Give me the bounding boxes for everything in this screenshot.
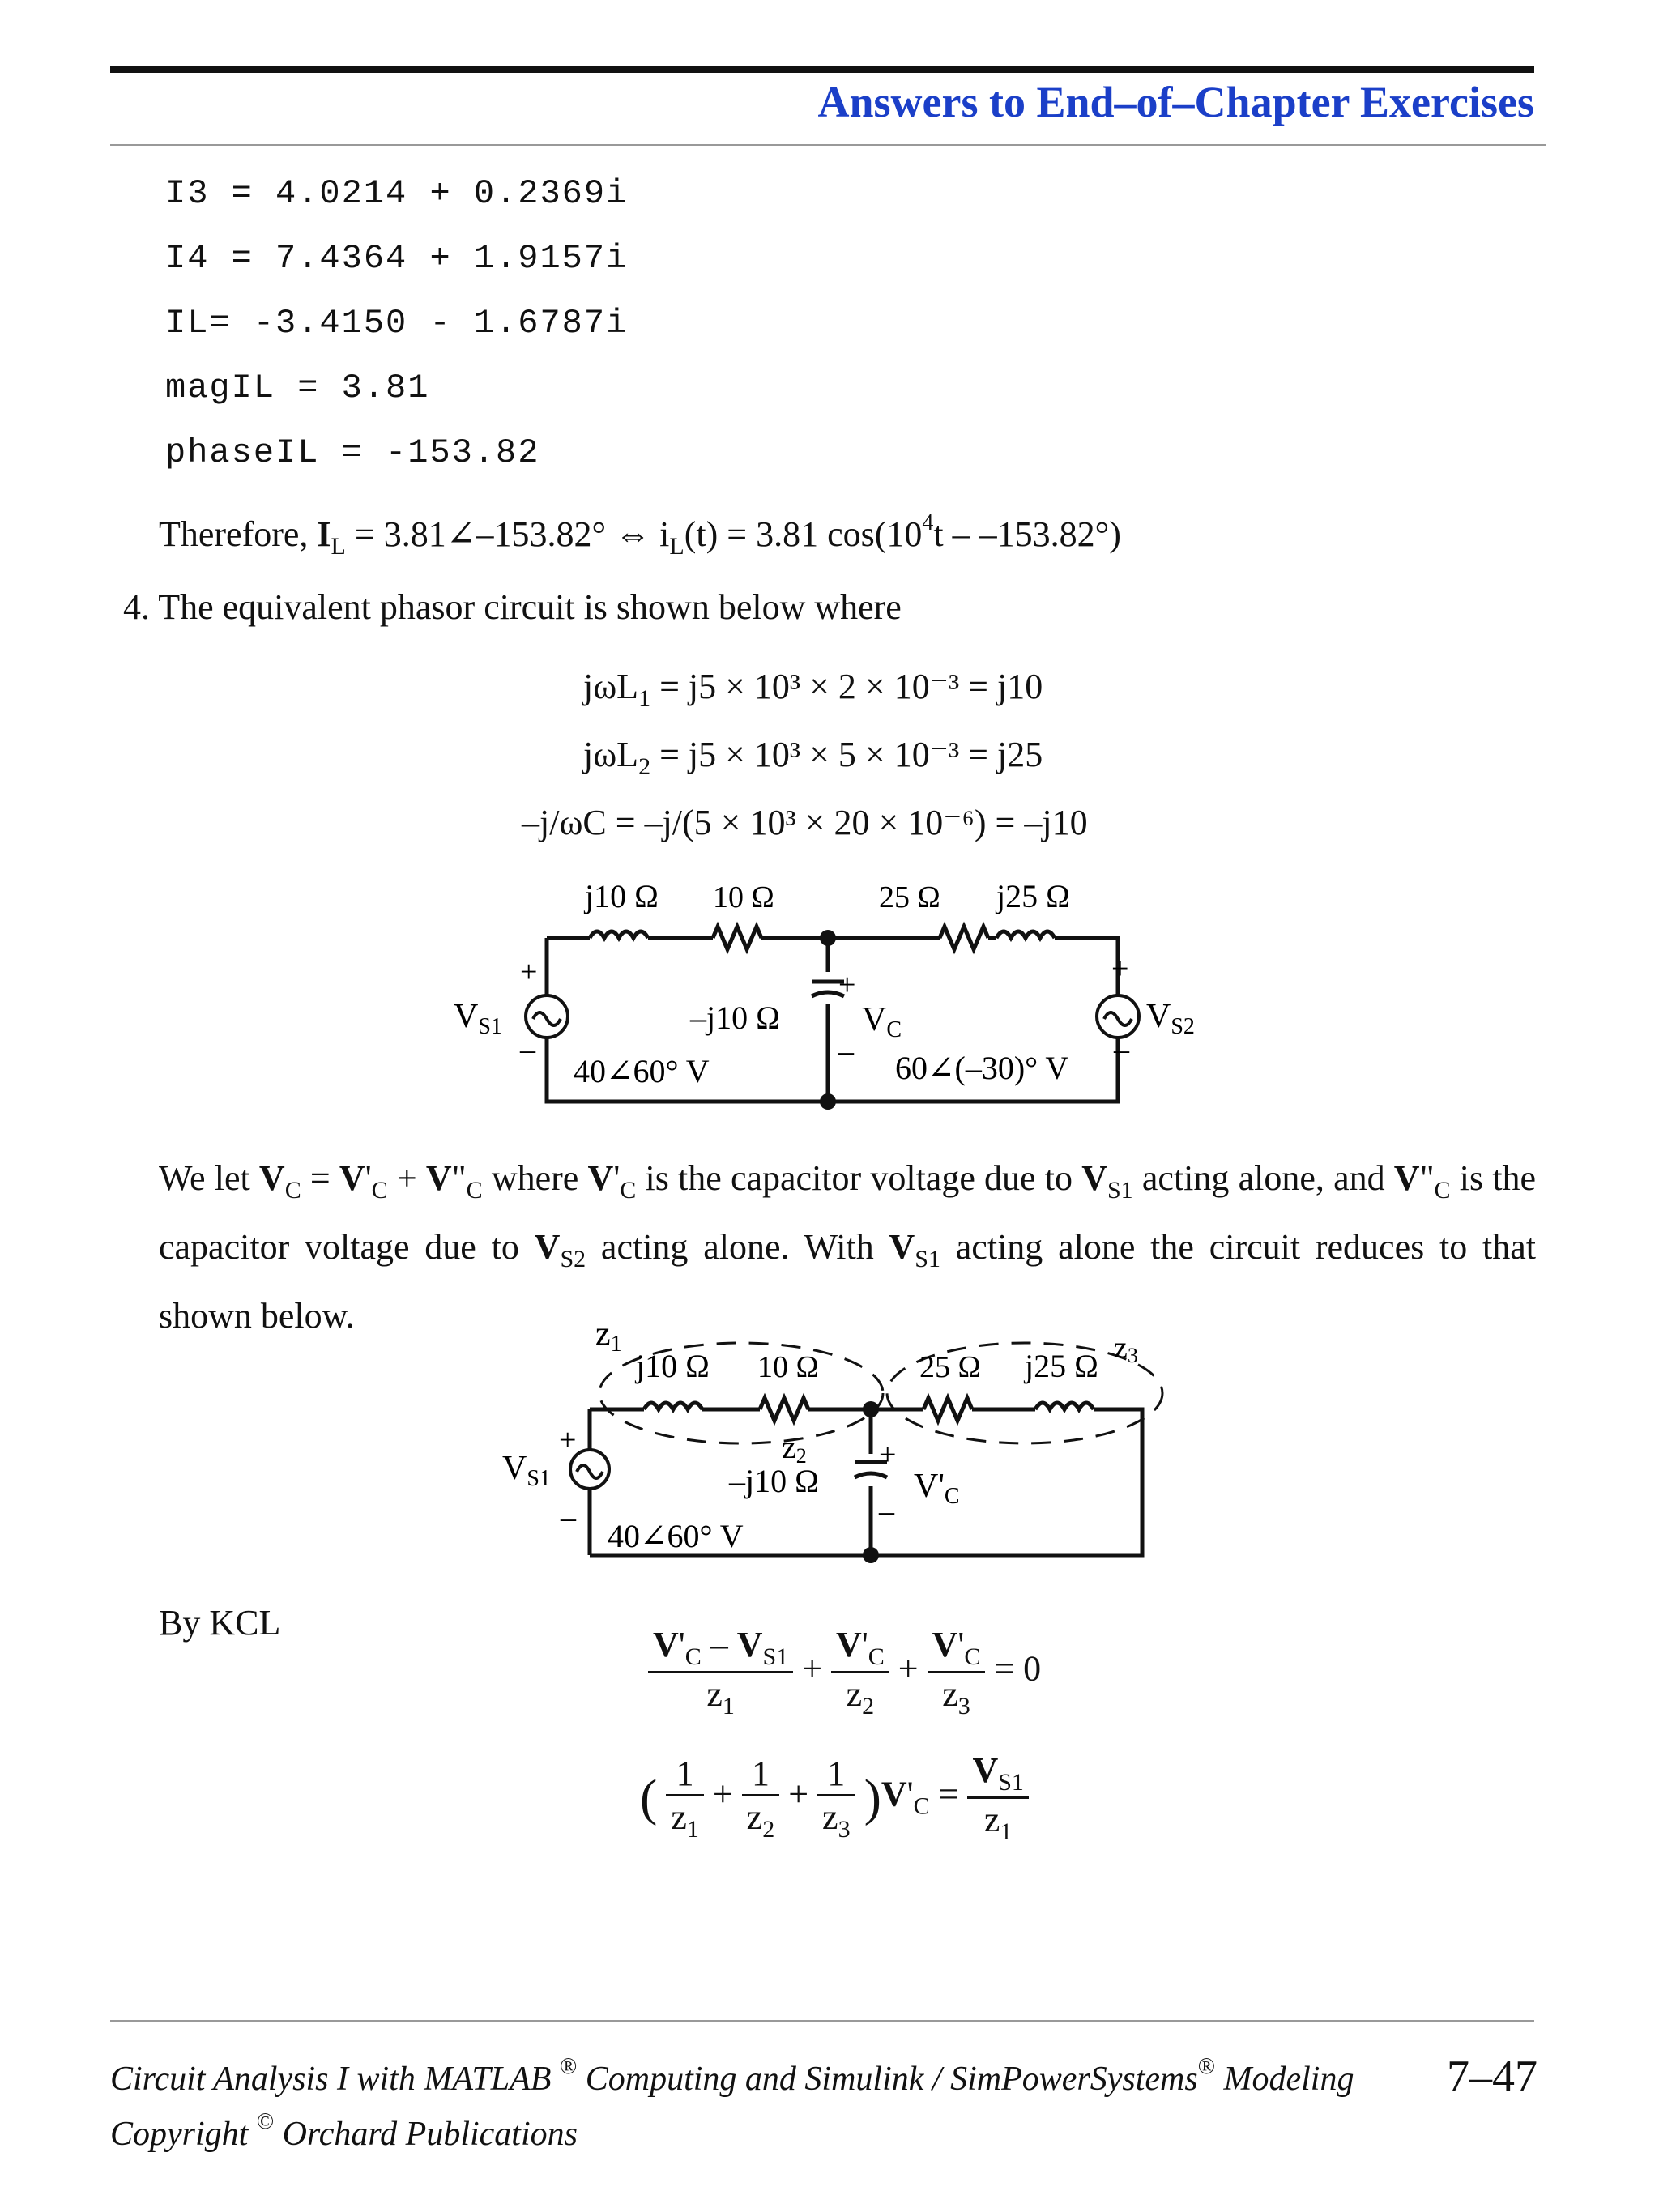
label2-j25: j25 Ω: [1025, 1348, 1098, 1384]
phasor-circuit-diagram: [437, 875, 1231, 1118]
resistor-25-symbol: [940, 927, 988, 949]
label-j10: j10 Ω: [585, 878, 659, 914]
svg-text:+: +: [879, 1438, 897, 1472]
matlab-line-il: IL= -3.4150 - 1.6787i: [165, 304, 629, 343]
header-rule-thick: [110, 66, 1534, 73]
node-top: [820, 930, 836, 946]
label-25ohm: 25 Ω: [879, 880, 940, 914]
label2-j10: j10 Ω: [636, 1348, 710, 1384]
label-vs2: VS2: [1146, 998, 1195, 1039]
matlab-line-i4: I4 = 7.4364 + 1.9157i: [165, 239, 629, 278]
problem-4: [123, 586, 902, 628]
equation-jwl2: jωL$_2$ = j5 × 10³ × 5 × 10⁻³ = j25: [583, 735, 1043, 780]
therefore-phasor: = 3.81∠–153.82° ⇔: [354, 514, 651, 554]
page-number: 7–47: [1447, 2052, 1537, 2102]
label-source1: 40∠60° V: [574, 1053, 710, 1089]
label-z3: z3: [1114, 1331, 1138, 1367]
label2-source: 40∠60° V: [608, 1518, 744, 1554]
vs1-minus: –: [520, 1033, 535, 1067]
matlab-line-i3: I3 = 4.0214 + 0.2369i: [165, 174, 629, 213]
footer-book-title: Circuit Analysis I with MATLAB ® Computing and Simulink / SimPowerSystems® Modeling: [110, 2054, 1354, 2098]
vc-plus: +: [838, 968, 856, 1002]
vc-minus: –: [838, 1034, 854, 1068]
vs2-plus: +: [1111, 952, 1129, 986]
inductor-l1-symbol: [590, 931, 648, 938]
svg-text:–: –: [561, 1501, 576, 1535]
footer-copyright: Copyright © Orchard Publications: [110, 2109, 578, 2153]
label2-vc: V'C: [914, 1468, 960, 1509]
therefore-statement: Therefore, $I_L$ = 3.81∠–153.82° ⇔ $i_L(t) = 3.81$ $\cos(10^4t - -153.82^\circ)$: [159, 510, 1121, 560]
svg-text:+: +: [559, 1423, 577, 1457]
node-bottom: [820, 1093, 836, 1110]
equation-capacitor: –j/ωC = –j/(5 × 10³ × 20 × 10⁻⁶) = –j10: [522, 803, 1088, 842]
label-vc: VC: [862, 1001, 902, 1042]
svg-text:–: –: [879, 1494, 894, 1528]
problem-text: The equivalent phasor circuit is shown below where: [158, 587, 902, 627]
resistor-10-symbol: [713, 927, 761, 949]
equation-jwl1: jωL$_1$ = j5 × 10³ × 2 × 10⁻³ = j10: [583, 667, 1043, 712]
label2-10ohm: 10 Ω: [757, 1350, 819, 1384]
label2-25ohm: 25 Ω: [919, 1350, 981, 1384]
label-vs1: VS1: [454, 998, 502, 1039]
running-header: Answers to End–of–Chapter Exercises: [817, 78, 1534, 126]
kcl-equation-1: $\frac{V'_C - V_{S1}}{z_1}$ + $\frac{V'_C}{z_2}$ + $\frac{V'_C}{z_3}$ = 0: [648, 1624, 1041, 1720]
therefore-time: = 3.81 cos(10: [727, 514, 923, 554]
footer-rule: [110, 2020, 1534, 2022]
matlab-line-magil: magIL = 3.81: [165, 369, 430, 407]
therefore-tail: t – –153.82°): [933, 514, 1121, 554]
label-j25: j25 Ω: [996, 878, 1070, 914]
kcl-equation-2: ( $\frac{1}{z_1}$ + $\frac{1}{z_2}$ + $\frac{1}{z_3}$ )$V'_C$ = $\frac{V_{S1}}{z_1}$: [640, 1750, 1029, 1846]
vs1-plus: +: [520, 955, 538, 989]
vs2-minus: –: [1114, 1033, 1129, 1067]
superposition-paragraph: We let $V_C = V'_C$ + $V"_C$ where $V'_C$ is the capacitor voltage due to $V_{S1}$ acting alone, and $V"_C$ is the capacitor voltage due to $V_{S2}$ acting alone. With $V_{S1}$ acting alone the circuit reduces to that shown below.: [159, 1158, 1537, 1336]
label2-cap: –j10 Ω: [729, 1463, 819, 1499]
label-z1: z1: [595, 1315, 622, 1357]
header-rule-thin: [110, 144, 1546, 146]
problem-number: 4.: [123, 587, 150, 627]
label-10ohm: 10 Ω: [713, 880, 774, 914]
reduced-circuit-diagram: [486, 1312, 1183, 1571]
label-source2: 60∠(–30)° V: [895, 1050, 1069, 1086]
kcl-label: By KCL: [159, 1603, 281, 1643]
matlab-line-phaseil: phaseIL = -153.82: [165, 433, 540, 472]
label2-vs1: VS1: [502, 1450, 551, 1491]
inductor-l2-symbol: [996, 931, 1055, 938]
therefore-lead: Therefore,: [159, 514, 309, 554]
label-z2: z2: [782, 1429, 807, 1468]
label-cap: –j10 Ω: [690, 999, 780, 1036]
